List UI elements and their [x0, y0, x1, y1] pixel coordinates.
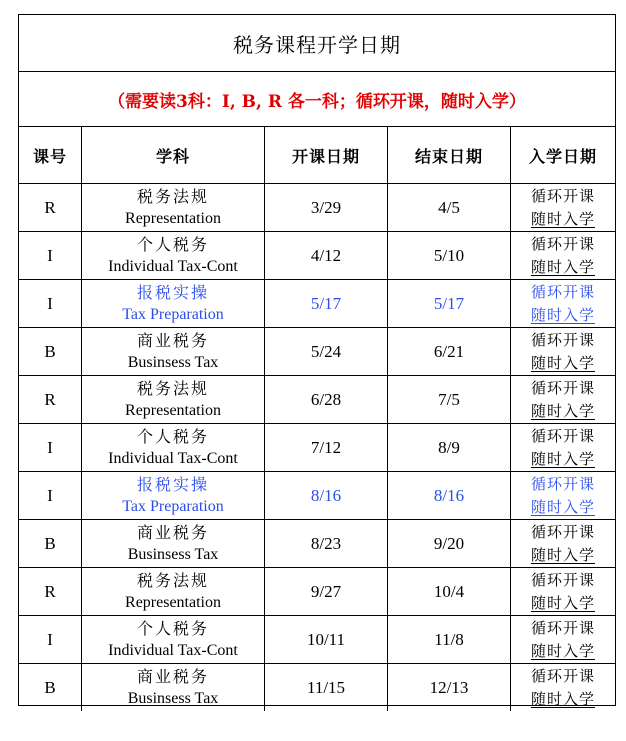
start-date-cell: 8/16 [265, 472, 388, 520]
subject-chinese: 个人税务 [136, 234, 209, 254]
enroll-cell [511, 184, 616, 232]
end-date-cell: 8/9 [388, 424, 511, 472]
subject-text [82, 522, 264, 566]
enroll-cell [511, 280, 616, 328]
subject-english: Individual Tax-Cont [108, 449, 238, 467]
header-enroll-date: 入学日期 [511, 127, 616, 184]
start-date-cell: 5/24 [265, 328, 388, 376]
subject-cell [82, 472, 265, 520]
subject-cell [82, 376, 265, 424]
subject-english: Businsess Tax [127, 689, 219, 707]
course-code-cell: I [19, 472, 82, 520]
subject-chinese: 个人税务 [136, 618, 209, 638]
subject-cell [82, 520, 265, 568]
course-code-cell: I [19, 232, 82, 280]
subject-english: Tax Preparation [122, 305, 224, 323]
enroll-line-anytime: 随时入学 [530, 353, 595, 372]
subject-chinese: 个人税务 [136, 426, 209, 446]
enroll-cell [511, 232, 616, 280]
start-date-cell: 11/15 [265, 664, 388, 712]
end-date-cell: 7/5 [388, 376, 511, 424]
course-code-cell: R [19, 568, 82, 616]
requirement-note: （需要读3科：I, B, R 各一科；循环开课，随时入学） [19, 72, 615, 127]
end-date-cell: 11/8 [388, 616, 511, 664]
start-date-cell: 8/23 [265, 520, 388, 568]
subject-text [82, 666, 264, 710]
enroll-cell [511, 376, 616, 424]
schedule-table [19, 127, 615, 711]
enroll-text [511, 473, 615, 519]
enroll-line-cycle: 循环开课 [530, 666, 595, 685]
enroll-text [511, 329, 615, 375]
table-row [19, 472, 615, 520]
start-date-cell: 4/12 [265, 232, 388, 280]
enroll-text [511, 185, 615, 231]
enroll-line-anytime: 随时入学 [530, 401, 595, 420]
enroll-line-cycle: 循环开课 [530, 426, 595, 445]
subject-english: Tax Preparation [122, 497, 224, 515]
enroll-line-anytime: 随时入学 [530, 593, 595, 612]
subject-text [82, 426, 264, 470]
enroll-line-cycle: 循环开课 [530, 522, 595, 541]
subject-text [82, 234, 264, 278]
start-date-cell: 6/28 [265, 376, 388, 424]
start-date-cell: 10/11 [265, 616, 388, 664]
enroll-line-anytime: 随时入学 [530, 305, 595, 324]
subject-chinese: 税务法规 [136, 570, 209, 590]
table-row [19, 280, 615, 328]
enroll-line-cycle: 循环开课 [530, 378, 595, 397]
course-code-cell: R [19, 184, 82, 232]
subject-text [82, 618, 264, 662]
enroll-line-cycle: 循环开课 [530, 474, 595, 493]
subject-english: Businsess Tax [127, 353, 219, 371]
table-row [19, 664, 615, 712]
subject-cell [82, 232, 265, 280]
subject-english: Representation [125, 593, 221, 611]
subject-english: Individual Tax-Cont [108, 641, 238, 659]
subject-chinese: 商业税务 [136, 666, 209, 686]
subject-cell [82, 664, 265, 712]
schedule-sheet [18, 14, 616, 706]
subject-english: Representation [125, 401, 221, 419]
enroll-line-cycle: 循环开课 [530, 186, 595, 205]
course-code-cell: B [19, 328, 82, 376]
subject-english: Individual Tax-Cont [108, 257, 238, 275]
subject-cell [82, 328, 265, 376]
enroll-text [511, 569, 615, 615]
end-date-cell: 6/21 [388, 328, 511, 376]
table-row [19, 568, 615, 616]
subject-text [82, 186, 264, 230]
end-date-cell: 8/16 [388, 472, 511, 520]
start-date-cell: 3/29 [265, 184, 388, 232]
subject-text [82, 474, 264, 518]
subject-text [82, 378, 264, 422]
subject-cell [82, 184, 265, 232]
end-date-cell: 4/5 [388, 184, 511, 232]
course-code-cell: B [19, 520, 82, 568]
start-date-cell: 5/17 [265, 280, 388, 328]
enroll-line-cycle: 循环开课 [530, 618, 595, 637]
subject-text [82, 282, 264, 326]
subject-cell [82, 568, 265, 616]
subject-chinese: 税务法规 [136, 378, 209, 398]
start-date-cell: 9/27 [265, 568, 388, 616]
course-code-cell: R [19, 376, 82, 424]
table-row [19, 376, 615, 424]
table-row [19, 184, 615, 232]
header-start-date: 开课日期 [265, 127, 388, 184]
end-date-cell: 5/17 [388, 280, 511, 328]
subject-chinese: 税务法规 [136, 186, 209, 206]
table-row [19, 328, 615, 376]
enroll-line-cycle: 循环开课 [530, 234, 595, 253]
subject-english: Representation [125, 209, 221, 227]
subject-chinese: 报税实操 [136, 474, 209, 494]
enroll-text [511, 521, 615, 567]
enroll-line-anytime: 随时入学 [530, 209, 595, 228]
header-subject: 学科 [82, 127, 265, 184]
table-row [19, 520, 615, 568]
course-code-cell: I [19, 424, 82, 472]
enroll-cell [511, 424, 616, 472]
enroll-text [511, 281, 615, 327]
enroll-line-cycle: 循环开课 [530, 330, 595, 349]
page-title: 税务课程开学日期 [19, 15, 615, 72]
enroll-cell [511, 472, 616, 520]
subject-chinese: 报税实操 [136, 282, 209, 302]
table-row [19, 232, 615, 280]
enroll-cell [511, 664, 616, 712]
course-code-cell: B [19, 664, 82, 712]
enroll-line-anytime: 随时入学 [530, 497, 595, 516]
header-course-code: 课号 [19, 127, 82, 184]
enroll-text [511, 377, 615, 423]
subject-english: Businsess Tax [127, 545, 219, 563]
subject-cell [82, 280, 265, 328]
table-row [19, 616, 615, 664]
end-date-cell: 10/4 [388, 568, 511, 616]
enroll-line-anytime: 随时入学 [530, 689, 595, 708]
enroll-cell [511, 616, 616, 664]
enroll-line-anytime: 随时入学 [530, 545, 595, 564]
enroll-text [511, 665, 615, 711]
enroll-line-cycle: 循环开课 [530, 282, 595, 301]
course-code-cell: I [19, 280, 82, 328]
enroll-line-anytime: 随时入学 [530, 257, 595, 276]
enroll-text [511, 617, 615, 663]
course-code-cell: I [19, 616, 82, 664]
subject-text [82, 330, 264, 374]
header-row [19, 127, 615, 184]
enroll-cell [511, 520, 616, 568]
enroll-text [511, 425, 615, 471]
subject-chinese: 商业税务 [136, 330, 209, 350]
subject-text [82, 570, 264, 614]
enroll-line-anytime: 随时入学 [530, 449, 595, 468]
table-row [19, 424, 615, 472]
enroll-text [511, 233, 615, 279]
enroll-cell [511, 568, 616, 616]
end-date-cell: 12/13 [388, 664, 511, 712]
subject-cell [82, 616, 265, 664]
subject-chinese: 商业税务 [136, 522, 209, 542]
enroll-cell [511, 328, 616, 376]
end-date-cell: 5/10 [388, 232, 511, 280]
end-date-cell: 9/20 [388, 520, 511, 568]
header-end-date: 结束日期 [388, 127, 511, 184]
enroll-line-anytime: 随时入学 [530, 641, 595, 660]
subject-cell [82, 424, 265, 472]
enroll-line-cycle: 循环开课 [530, 570, 595, 589]
start-date-cell: 7/12 [265, 424, 388, 472]
